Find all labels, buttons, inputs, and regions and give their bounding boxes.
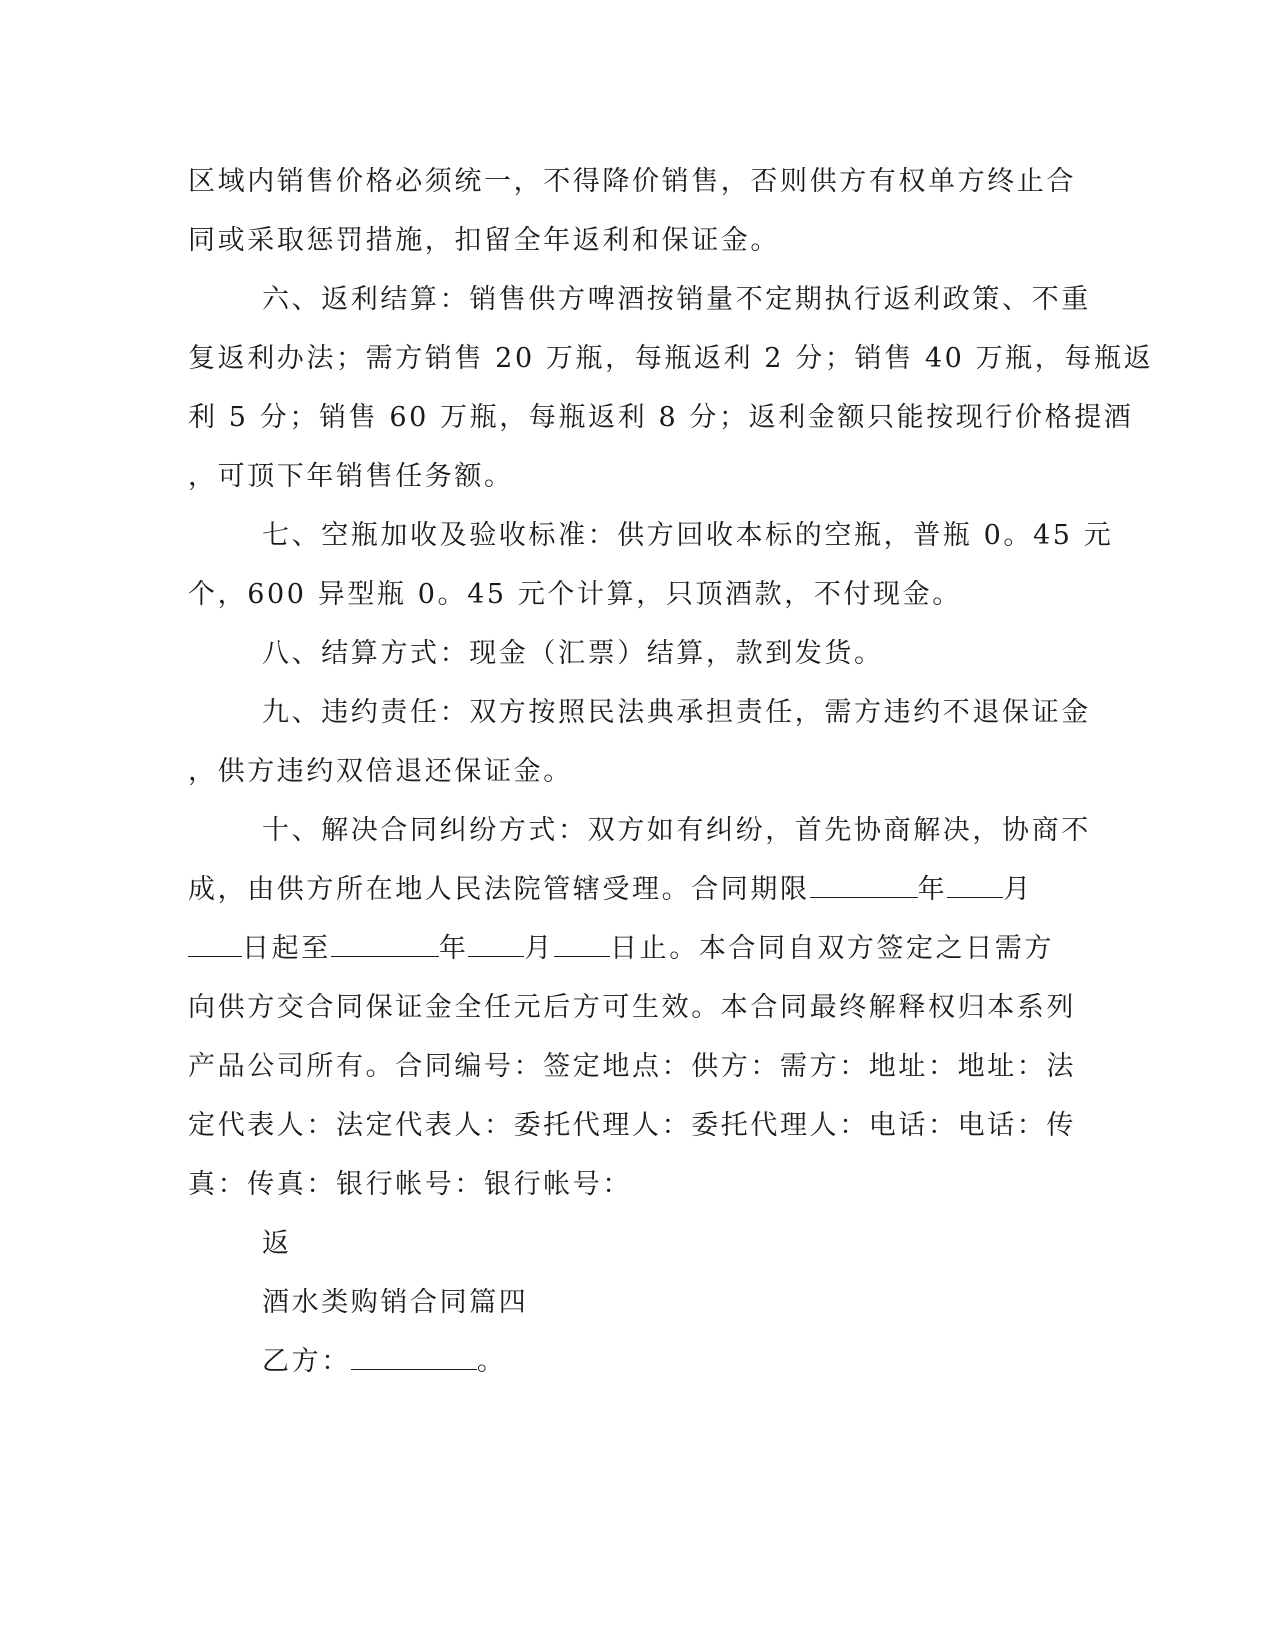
- text-line: ，可顶下年销售任务额。: [188, 461, 514, 492]
- text-line: 返: [262, 1228, 292, 1259]
- section-eight-heading: 八、结算方式：现金（汇票）结算，款到发货。: [262, 638, 884, 669]
- contract-term-line: [188, 929, 1054, 969]
- party-b-blank: [351, 1343, 477, 1370]
- year-blank: [810, 871, 918, 898]
- party-b-line: [262, 1342, 506, 1382]
- month-blank: [468, 930, 524, 957]
- text-segment: 年: [917, 874, 948, 905]
- text-line: 同或采取惩罚措施，扣留全年返利和保证金。: [188, 225, 780, 256]
- text-segment: 日起至: [242, 933, 331, 964]
- section-nine-heading: 九、违约责任：双方按照民法典承担责任，需方违约不退保证金: [262, 697, 1091, 728]
- text-segment: 月: [524, 933, 555, 964]
- text-line: 个，600 异型瓶 0。45 元个计算，只顶酒款，不付现金。: [188, 579, 962, 610]
- text-segment: 日止。本合同自双方签定之日需方: [610, 933, 1055, 964]
- text-line: 复返利办法；需方销售 20 万瓶，每瓶返利 2 分；销售 40 万瓶，每瓶返: [188, 343, 1154, 374]
- section-title: 酒水类购销合同篇四: [262, 1287, 529, 1318]
- contract-term-line: [188, 870, 1033, 910]
- text-segment: 年: [438, 933, 469, 964]
- party-b-label: 乙方：: [262, 1346, 351, 1377]
- text-segment: 月: [1003, 874, 1033, 905]
- day-blank: [188, 930, 242, 957]
- text-segment: 。: [476, 1346, 507, 1377]
- year-blank: [331, 930, 439, 957]
- text-line: 真：传真：银行帐号：银行帐号：: [188, 1169, 632, 1200]
- month-blank: [947, 871, 1003, 898]
- text-line: ，供方违约双倍退还保证金。: [188, 756, 573, 787]
- text-segment: 成，由供方所在地人民法院管辖受理。合同期限: [188, 874, 810, 905]
- text-line: 向供方交合同保证金全任元后方可生效。本合同最终解释权归本系列: [188, 992, 1076, 1023]
- section-ten-heading: 十、解决合同纠纷方式：双方如有纠纷，首先协商解决，协商不: [262, 815, 1091, 846]
- text-line: 利 5 分；销售 60 万瓶，每瓶返利 8 分；返利金额只能按现行价格提酒: [188, 402, 1134, 433]
- day-blank: [554, 930, 610, 957]
- text-line: 产品公司所有。合同编号：签定地点：供方：需方：地址：地址：法: [188, 1051, 1076, 1082]
- text-line: 区域内销售价格必须统一，不得降价销售，否则供方有权单方终止合: [188, 166, 1076, 197]
- text-line: 定代表人：法定代表人：委托代理人：委托代理人：电话：电话：传: [188, 1110, 1076, 1141]
- section-seven-heading: 七、空瓶加收及验收标准：供方回收本标的空瓶，普瓶 0。45 元: [262, 520, 1114, 551]
- section-six-heading: 六、返利结算：销售供方啤酒按销量不定期执行返利政策、不重: [262, 284, 1091, 315]
